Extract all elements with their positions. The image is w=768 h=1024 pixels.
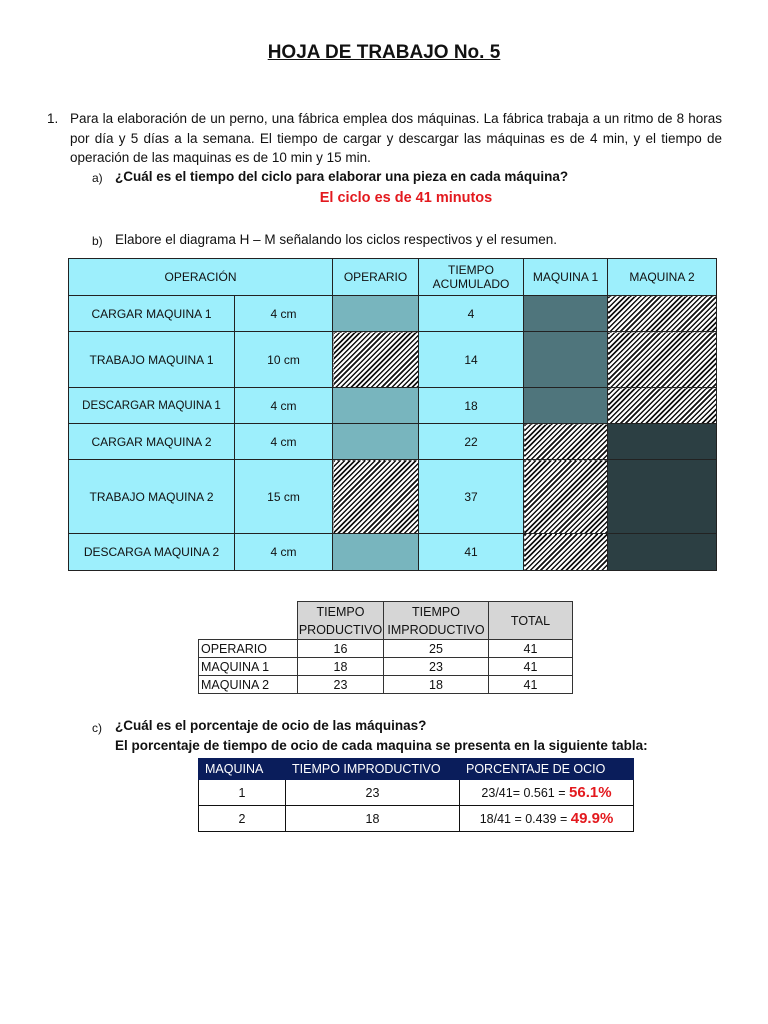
part-a-question: ¿Cuál es el tiempo del ciclo para elaborar una pieza en cada máquina? (115, 169, 569, 184)
duration-cell: 10 cm (235, 332, 333, 388)
cumulative-cell: 14 (419, 332, 524, 388)
machine1-bar-idle (524, 424, 608, 460)
operator-bar-loading (333, 388, 419, 424)
duration-cell: 4 cm (235, 534, 333, 571)
productive-cell: 16 (298, 640, 384, 658)
header-machine: MAQUINA (199, 759, 286, 780)
question-number: 1. (47, 111, 59, 126)
header-operator: OPERARIO (333, 259, 419, 296)
operation-cell: TRABAJO MAQUINA 2 (69, 460, 235, 534)
header-unproductive-time: TIEMPO IMPRODUCTIVO (286, 759, 460, 780)
header-productive-line1: TIEMPO (316, 604, 365, 619)
header-productive (298, 602, 384, 640)
table-row (69, 534, 717, 571)
cumulative-cell: 4 (419, 296, 524, 332)
total-cell: 41 (489, 676, 573, 694)
row-label: MAQUINA 2 (199, 676, 298, 694)
operator-bar-loading (333, 296, 419, 332)
header-cumulative-time (419, 259, 524, 296)
duration-cell: 4 cm (235, 296, 333, 332)
machine-cell: 1 (199, 780, 286, 806)
machine2-bar-active (608, 424, 717, 460)
table-row (69, 424, 717, 460)
operation-cell: DESCARGAR MAQUINA 1 (69, 388, 235, 424)
part-a-label: a) (92, 171, 103, 185)
hm-diagram-table (68, 258, 717, 571)
idle-percentage-table (198, 758, 634, 832)
duration-cell: 15 cm (235, 460, 333, 534)
part-c-question: ¿Cuál es el porcentaje de ocio de las máquinas? (115, 718, 427, 733)
percentage-cell (460, 806, 634, 832)
header-unproductive-line2: IMPRODUCTIVO (387, 622, 485, 637)
unproductive-cell: 23 (384, 658, 489, 676)
header-unproductive-line1: TIEMPO (412, 604, 460, 619)
percentage-cell (460, 780, 634, 806)
machine2-bar-active (608, 534, 717, 571)
operation-cell: CARGAR MAQUINA 2 (69, 424, 235, 460)
table-row (199, 780, 634, 806)
cumulative-cell: 18 (419, 388, 524, 424)
table-row (69, 460, 717, 534)
part-a-answer: El ciclo es de 41 minutos (319, 190, 493, 206)
header-machine1: MAQUINA 1 (524, 259, 608, 296)
header-cumulative-line1: TIEMPO (448, 263, 495, 277)
operator-bar-idle (333, 332, 419, 388)
machine2-bar-idle (608, 296, 717, 332)
duration-cell: 4 cm (235, 388, 333, 424)
unproductive-cell: 18 (286, 806, 460, 832)
cumulative-cell: 37 (419, 460, 524, 534)
summary-corner (199, 602, 298, 640)
productive-cell: 23 (298, 676, 384, 694)
page-title: HOJA DE TRABAJO No. 5 (267, 42, 501, 63)
total-cell: 41 (489, 658, 573, 676)
header-cumulative-line2: ACUMULADO (432, 277, 510, 291)
duration-cell: 4 cm (235, 424, 333, 460)
table-row (199, 640, 573, 658)
operator-bar-idle (333, 460, 419, 534)
row-label: OPERARIO (199, 640, 298, 658)
machine1-bar-active (524, 296, 608, 332)
table-row (69, 332, 717, 388)
operation-cell: CARGAR MAQUINA 1 (69, 296, 235, 332)
cumulative-cell: 41 (419, 534, 524, 571)
percentage-value: 56.1% (569, 784, 612, 801)
table-row (199, 676, 573, 694)
cumulative-cell: 22 (419, 424, 524, 460)
part-b-label: b) (92, 234, 103, 248)
table-row (199, 806, 634, 832)
part-c-label: c) (92, 721, 102, 735)
header-operation: OPERACIÓN (69, 259, 333, 296)
machine2-bar-active (608, 460, 717, 534)
row-label: MAQUINA 1 (199, 658, 298, 676)
header-idle-percentage: PORCENTAJE DE OCIO (460, 759, 634, 780)
summary-table (198, 601, 573, 694)
operation-cell: TRABAJO MAQUINA 1 (69, 332, 235, 388)
percentage-calc: 23/41= 0.561 = (481, 786, 570, 800)
table-row (199, 658, 573, 676)
unproductive-cell: 18 (384, 676, 489, 694)
machine1-bar-active (524, 332, 608, 388)
unproductive-cell: 25 (384, 640, 489, 658)
header-total: TOTAL (489, 602, 573, 640)
header-unproductive (384, 602, 489, 640)
machine1-bar-idle (524, 534, 608, 571)
table-row (69, 388, 717, 424)
machine1-bar-active (524, 388, 608, 424)
percentage-calc: 18/41 = 0.439 = (479, 812, 571, 826)
operation-cell: DESCARGA MAQUINA 2 (69, 534, 235, 571)
total-cell: 41 (489, 640, 573, 658)
machine2-bar-idle (608, 332, 717, 388)
header-productive-line2: PRODUCTIVO (298, 622, 383, 637)
question-text: Para la elaboración de un perno, una fábrica emplea dos máquinas. La fábrica trabaja a un ritmo de 8 horas por día y 5 días a la semana. El tiempo de cargar y descargar las máquinas es de 4 min, y el tiempo de operación de las maquinas es de 10 min y 15 min. (70, 111, 722, 165)
percentage-value: 49.9% (570, 810, 614, 827)
productive-cell: 18 (298, 658, 384, 676)
machine1-bar-idle (524, 460, 608, 534)
unproductive-cell: 23 (286, 780, 460, 806)
header-machine2: MAQUINA 2 (608, 259, 717, 296)
operator-bar-loading (333, 424, 419, 460)
operator-bar-loading (333, 534, 419, 571)
part-b-text: Elabore el diagrama H – M señalando los ciclos respectivos y el resumen. (115, 232, 557, 247)
table-row (69, 296, 717, 332)
machine2-bar-idle (608, 388, 717, 424)
machine-cell: 2 (199, 806, 286, 832)
part-c-text: El porcentaje de tiempo de ocio de cada maquina se presenta en la siguiente tabla: (115, 738, 648, 753)
